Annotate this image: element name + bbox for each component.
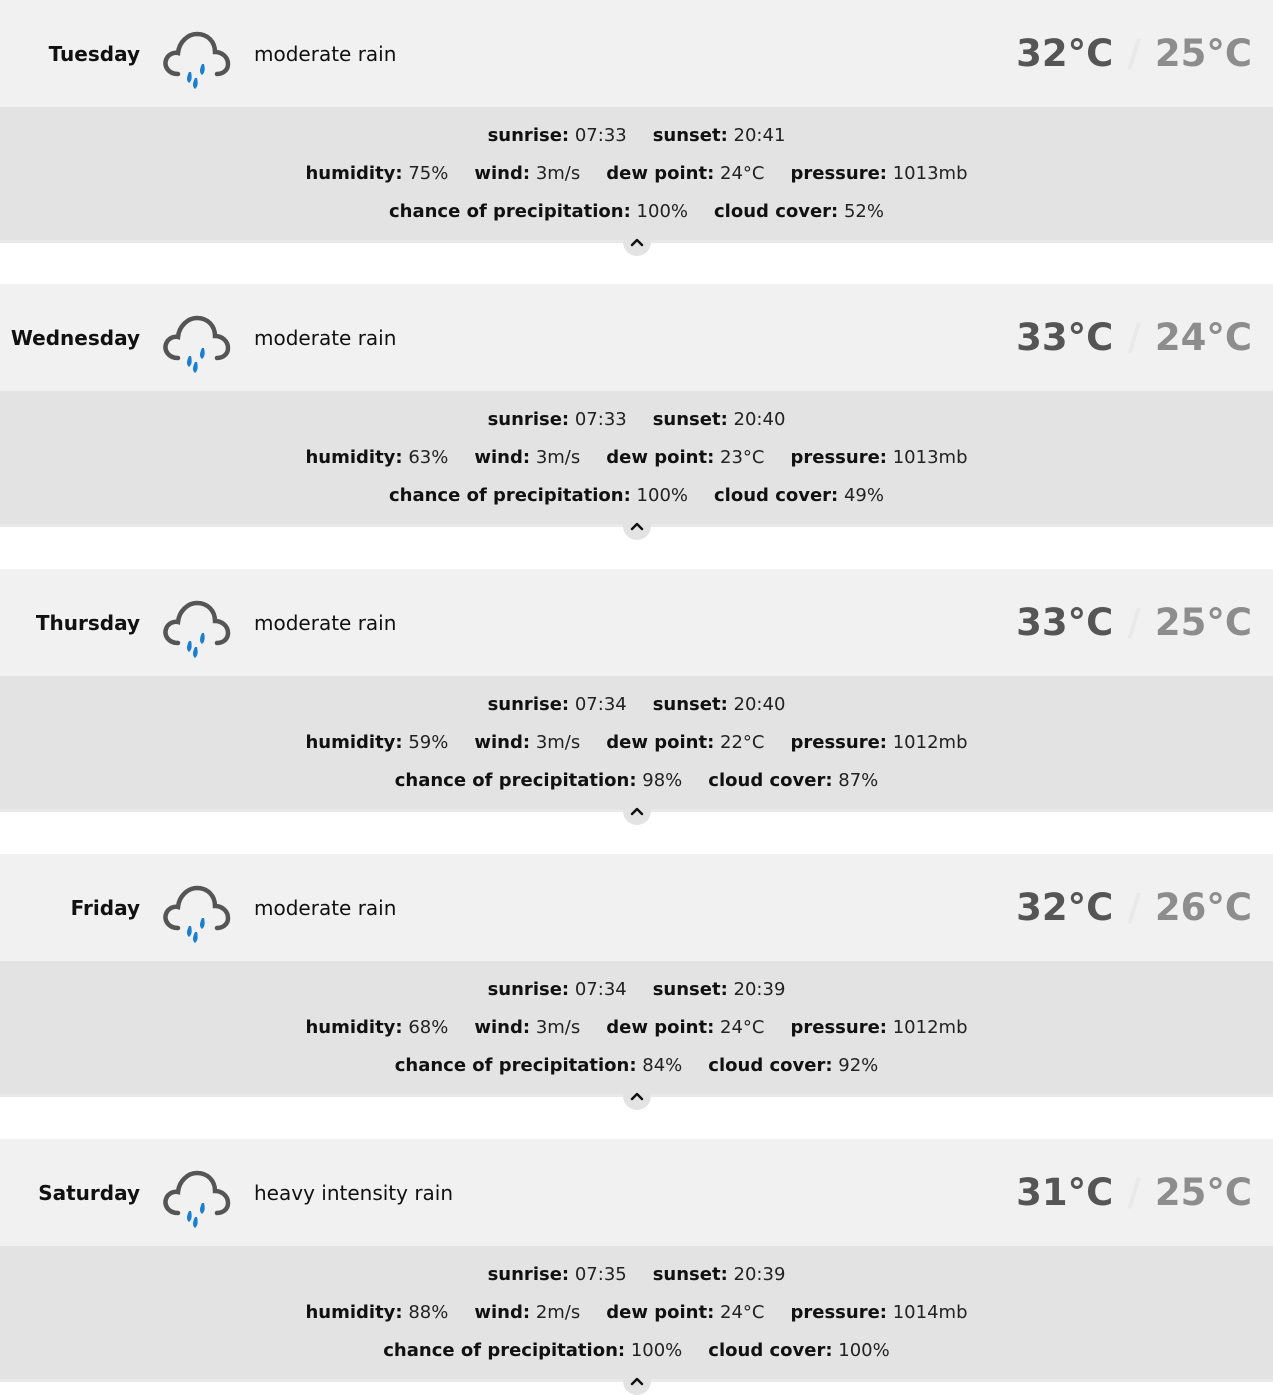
pressure-item [791,1017,968,1038]
chevron-up-icon [630,237,644,247]
sunrise-value: 07:33 [574,124,627,146]
sunrise-value: 07:33 [574,408,627,430]
weather-summary: moderate rain [254,895,397,920]
temp-separator: / [1127,601,1141,644]
dew-point-label: dew point: [606,162,715,184]
pressure-label: pressure: [790,1016,887,1038]
dew-point-item [606,447,764,468]
cloud-cover-value: 49% [843,484,884,506]
cloud-cover-item [714,201,884,222]
temp-separator: / [1127,32,1141,75]
day-name: Wednesday [10,325,140,350]
temp-low: 25°C [1154,601,1252,644]
humidity-item [305,1302,448,1323]
temperature-range [1016,1139,1252,1246]
wind-label: wind: [474,162,531,184]
cloud-cover-value: 100% [838,1339,890,1361]
cloud-cover-label: cloud cover: [708,1339,833,1361]
wind-value: 3m/s [535,162,581,184]
humidity-value: 59% [408,731,449,753]
wind-value: 3m/s [535,446,581,468]
pressure-value: 1012mb [892,1016,968,1038]
humidity-item [305,163,448,184]
cloud-cover-label: cloud cover: [714,200,839,222]
sunset-item [653,979,786,1000]
collapse-toggle[interactable] [623,1082,651,1110]
sunrise-item [488,694,627,715]
precip-value: 100% [636,484,689,506]
precip-item [395,1055,683,1076]
cloud-cover-item [708,770,878,791]
details-row-conditions [0,161,1273,185]
day-name: Saturday [38,1180,140,1205]
humidity-item [305,1017,448,1038]
sunset-value: 20:40 [733,408,786,430]
precip-value: 100% [636,200,689,222]
humidity-label: humidity: [305,731,403,753]
humidity-label: humidity: [305,1301,403,1323]
day-name: Thursday [35,610,140,635]
rain-cloud-icon [162,597,232,659]
temp-low: 25°C [1154,32,1252,75]
temperature-range [1016,0,1252,107]
cloud-cover-value: 52% [843,200,884,222]
day-details [0,961,1273,1097]
collapse-toggle[interactable] [623,797,651,825]
humidity-value: 88% [408,1301,449,1323]
details-row-conditions [0,730,1273,754]
precip-item [395,770,683,791]
precip-label: chance of precipitation: [388,484,631,506]
sunset-value: 20:39 [733,978,786,1000]
wind-value: 3m/s [535,1016,581,1038]
temp-low: 24°C [1154,316,1252,359]
wind-item [474,732,580,753]
details-row-conditions [0,445,1273,469]
cloud-cover-item [708,1055,878,1076]
sunset-label: sunset: [652,408,728,430]
pressure-label: pressure: [790,162,887,184]
sunset-label: sunset: [652,124,728,146]
pressure-item [791,1302,968,1323]
day-header[interactable] [0,284,1273,391]
dew-point-item [606,1017,764,1038]
sunrise-label: sunrise: [487,124,570,146]
precip-value: 98% [642,769,683,791]
wind-item [474,1017,580,1038]
temp-high: 32°C [1016,32,1114,75]
day-details [0,676,1273,812]
chevron-up-icon [630,1091,644,1101]
day-details [0,1246,1273,1382]
details-row-sun [0,407,1273,431]
precip-label: chance of precipitation: [394,769,637,791]
sunrise-value: 07:35 [574,1263,627,1285]
sunset-item [653,409,786,430]
sunset-item [653,1264,786,1285]
sunrise-label: sunrise: [487,693,570,715]
day-name: Friday [70,895,140,920]
pressure-value: 1012mb [892,731,968,753]
sunset-label: sunset: [652,978,728,1000]
precip-item [389,201,688,222]
dew-point-value: 22°C [720,731,765,753]
wind-label: wind: [474,1301,531,1323]
humidity-label: humidity: [305,162,403,184]
humidity-value: 68% [408,1016,449,1038]
temperature-range [1016,854,1252,961]
day-header[interactable] [0,569,1273,676]
pressure-value: 1013mb [892,446,968,468]
temp-high: 33°C [1016,601,1114,644]
humidity-value: 75% [408,162,449,184]
rain-cloud-icon [162,1167,232,1229]
humidity-item [305,732,448,753]
sunrise-value: 07:34 [574,978,627,1000]
dew-point-label: dew point: [606,1301,715,1323]
weather-summary: moderate rain [254,610,397,635]
weather-summary: moderate rain [254,41,397,66]
sunrise-item [488,125,627,146]
precip-item [383,1340,682,1361]
chevron-up-icon [630,1376,644,1386]
humidity-label: humidity: [305,1016,403,1038]
wind-value: 3m/s [535,731,581,753]
day-header[interactable] [0,0,1273,107]
details-row-conditions [0,1300,1273,1324]
sunrise-value: 07:34 [574,693,627,715]
pressure-value: 1013mb [892,162,968,184]
collapse-toggle[interactable] [623,228,651,256]
temp-low: 25°C [1154,1171,1252,1214]
wind-value: 2m/s [535,1301,581,1323]
collapse-toggle[interactable] [623,1367,651,1395]
temp-low: 26°C [1154,886,1252,929]
temp-high: 32°C [1016,886,1114,929]
cloud-cover-item [708,1340,889,1361]
details-row-precip [0,1053,1273,1077]
sunset-item [653,125,786,146]
weather-summary: moderate rain [254,325,397,350]
sunset-value: 20:39 [733,1263,786,1285]
day-header[interactable] [0,854,1273,961]
dew-point-value: 24°C [720,1016,765,1038]
dew-point-item [606,1302,764,1323]
precip-label: chance of precipitation: [388,200,631,222]
sunrise-label: sunrise: [487,978,570,1000]
wind-label: wind: [474,1016,531,1038]
cloud-cover-value: 92% [838,1054,879,1076]
pressure-item [791,732,968,753]
temperature-range [1016,284,1252,391]
cloud-cover-label: cloud cover: [708,769,833,791]
cloud-cover-label: cloud cover: [708,1054,833,1076]
day-header[interactable] [0,1139,1273,1246]
cloud-cover-label: cloud cover: [714,484,839,506]
details-row-sun [0,977,1273,1001]
sunrise-item [488,979,627,1000]
sunset-label: sunset: [652,693,728,715]
sunset-label: sunset: [652,1263,728,1285]
day-details [0,391,1273,527]
details-row-sun [0,123,1273,147]
cloud-cover-value: 87% [838,769,879,791]
cloud-cover-item [714,485,884,506]
details-row-conditions [0,1015,1273,1039]
sunset-value: 20:41 [733,124,786,146]
wind-label: wind: [474,731,531,753]
precip-value: 100% [630,1339,683,1361]
sunrise-item [488,409,627,430]
wind-item [474,447,580,468]
humidity-item [305,447,448,468]
sunset-value: 20:40 [733,693,786,715]
wind-item [474,163,580,184]
wind-label: wind: [474,446,531,468]
sunrise-item [488,1264,627,1285]
day-details [0,107,1273,243]
precip-label: chance of precipitation: [394,1054,637,1076]
details-row-sun [0,1262,1273,1286]
rain-cloud-icon [162,28,232,90]
dew-point-value: 24°C [720,1301,765,1323]
pressure-label: pressure: [790,446,887,468]
dew-point-label: dew point: [606,731,715,753]
sunrise-label: sunrise: [487,1263,570,1285]
dew-point-value: 23°C [720,446,765,468]
details-row-sun [0,692,1273,716]
temp-separator: / [1127,316,1141,359]
pressure-label: pressure: [790,1301,887,1323]
sunrise-label: sunrise: [487,408,570,430]
rain-cloud-icon [162,882,232,944]
dew-point-item [606,732,764,753]
temp-separator: / [1127,1171,1141,1214]
pressure-item [791,447,968,468]
details-row-precip [0,768,1273,792]
sunset-item [653,694,786,715]
pressure-value: 1014mb [892,1301,968,1323]
chevron-up-icon [630,521,644,531]
rain-cloud-icon [162,312,232,374]
temperature-range [1016,569,1252,676]
humidity-value: 63% [408,446,449,468]
chevron-up-icon [630,806,644,816]
details-row-precip [0,199,1273,223]
precip-label: chance of precipitation: [383,1339,626,1361]
pressure-item [791,163,968,184]
temp-high: 31°C [1016,1171,1114,1214]
dew-point-value: 24°C [720,162,765,184]
dew-point-label: dew point: [606,1016,715,1038]
precip-item [389,485,688,506]
dew-point-item [606,163,764,184]
humidity-label: humidity: [305,446,403,468]
wind-item [474,1302,580,1323]
temp-high: 33°C [1016,316,1114,359]
dew-point-label: dew point: [606,446,715,468]
collapse-toggle[interactable] [623,512,651,540]
day-name: Tuesday [48,41,140,66]
precip-value: 84% [642,1054,683,1076]
weather-summary: heavy intensity rain [254,1180,454,1205]
temp-separator: / [1127,886,1141,929]
pressure-label: pressure: [790,731,887,753]
details-row-precip [0,483,1273,507]
details-row-precip [0,1338,1273,1362]
